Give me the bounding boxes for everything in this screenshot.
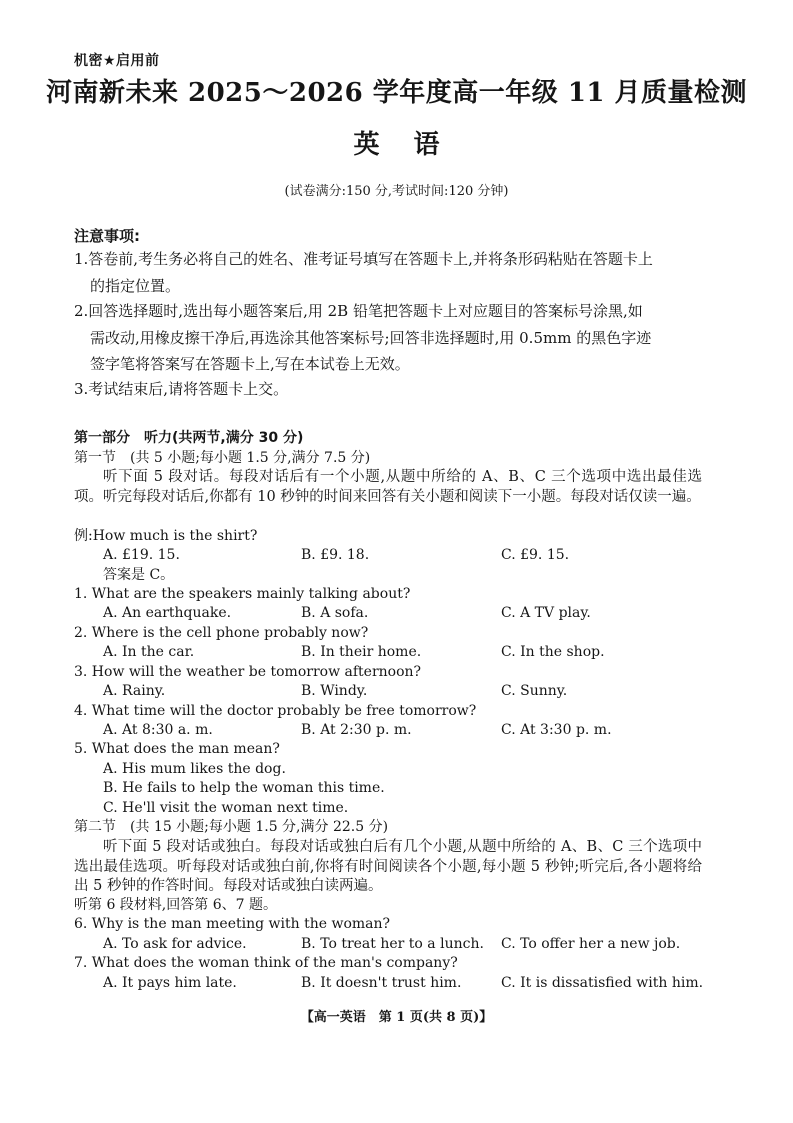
- example-option-c: C. £9. 15.: [501, 547, 570, 563]
- q3-option-c: C. Sunny.: [501, 683, 568, 699]
- q2-option-b: B. In their home.: [301, 644, 422, 660]
- question-4: 4. What time will the doctor probably be free tomorrow?: [74, 703, 477, 719]
- example-answer: 答案是 C。: [103, 567, 175, 583]
- q6-option-c: C. To offer her a new job.: [501, 936, 681, 952]
- q2-option-c: C. In the shop.: [501, 644, 605, 660]
- q7-option-b: B. It doesn't trust him.: [301, 975, 462, 991]
- confidential-label: 机密★启用前: [74, 53, 160, 69]
- q7-option-a: A. It pays him late.: [103, 975, 237, 991]
- q3-option-a: A. Rainy.: [103, 683, 166, 699]
- question-3: 3. How will the weather be tomorrow afternoon?: [74, 664, 422, 680]
- notes-heading: 注意事项:: [74, 227, 140, 245]
- q1-option-b: B. A sofa.: [301, 605, 369, 621]
- note-line: 的指定位置。: [90, 276, 181, 295]
- q4-option-c: C. At 3:30 p. m.: [501, 722, 612, 738]
- note-line: 2.回答选择题时,选出每小题答案后,用 2B 铅笔把答题卡上对应题目的答案标号涂黑,如: [74, 302, 643, 320]
- question-7: 7. What does the woman think of the man's company?: [74, 955, 458, 971]
- question-1: 1. What are the speakers mainly talking about?: [74, 586, 411, 602]
- q2-option-a: A. In the car.: [103, 644, 195, 660]
- q4-option-a: A. At 8:30 a. m.: [103, 722, 213, 738]
- exam-info: (试卷满分:150 分,考试时间:120 分钟): [284, 184, 509, 199]
- note-item-1: [74, 246, 724, 299]
- example-option-a: A. £19. 15.: [103, 547, 180, 563]
- example-option-b: B. £9. 18.: [301, 547, 370, 563]
- subject-title: 英语: [353, 130, 474, 160]
- note-line: 3.考试结束后,请将答题卡上交。: [74, 380, 289, 398]
- example-question: 例:How much is the shirt?: [74, 528, 258, 544]
- exam-title: 河南新未来 2025～2026 学年度高一年级 11 月质量检测: [45, 78, 748, 108]
- note-item-2: [74, 298, 724, 378]
- q1-option-c: C. A TV play.: [501, 605, 591, 621]
- section1-heading: 第一节 (共 5 小题;每小题 1.5 分,满分 7.5 分): [74, 450, 371, 466]
- q5-option-c: C. He'll visit the woman next time.: [103, 800, 349, 816]
- q3-option-b: B. Windy.: [301, 683, 368, 699]
- part1-heading: 第一部分 听力(共两节,满分 30 分): [74, 430, 304, 446]
- q6-option-a: A. To ask for advice.: [103, 936, 247, 952]
- section2-instructions: 听下面 5 段对话或独白。每段对话或独白后有几个小题,从题中所给的 A、B、C 三个选项中选出最佳选项。听每段对话或独白前,你将有时间阅读各个小题,每小题 5 秒钟;听完后,各小题将给出 5 秒钟的作答时间。每段对话或独白读两遍。: [74, 839, 702, 894]
- note-item-3: [74, 376, 724, 403]
- q7-option-c: C. It is dissatisfied with him.: [501, 975, 704, 991]
- note-line: 签字笔将答案写在答题卡上,写在本试卷上无效。: [90, 355, 410, 373]
- page-footer: 【高一英语 第 1 页(共 8 页)】: [300, 1010, 493, 1025]
- question-5: 5. What does the man mean?: [74, 741, 280, 757]
- q1-option-a: A. An earthquake.: [103, 605, 232, 621]
- q5-option-b: B. He fails to help the woman this time.: [103, 780, 385, 796]
- section1-instructions: 听下面 5 段对话。每段对话后有一个小题,从题中所给的 A、B、C 三个选项中选出最佳选项。听完每段对话后,你都有 10 秒钟的时间来回答有关小题和阅读下一小题。每段对话仅读一遍。: [74, 469, 702, 505]
- question-2: 2. Where is the cell phone probably now?: [74, 625, 369, 641]
- q4-option-b: B. At 2:30 p. m.: [301, 722, 412, 738]
- question-6: 6. Why is the man meeting with the woman?: [74, 916, 391, 932]
- material-instruction: 听第 6 段材料,回答第 6、7 题。: [74, 897, 277, 913]
- q5-option-a: A. His mum likes the dog.: [103, 761, 286, 777]
- note-line: 1.答卷前,考生务必将自己的姓名、准考证号填写在答题卡上,并将条形码粘贴在答题卡上: [74, 250, 653, 268]
- q6-option-b: B. To treat her to a lunch.: [301, 936, 484, 952]
- section2-heading: 第二节 (共 15 小题;每小题 1.5 分,满分 22.5 分): [74, 819, 389, 835]
- note-line: 需改动,用橡皮擦干净后,再选涂其他答案标号;回答非选择题时,用 0.5mm 的黑色字迹: [90, 328, 652, 347]
